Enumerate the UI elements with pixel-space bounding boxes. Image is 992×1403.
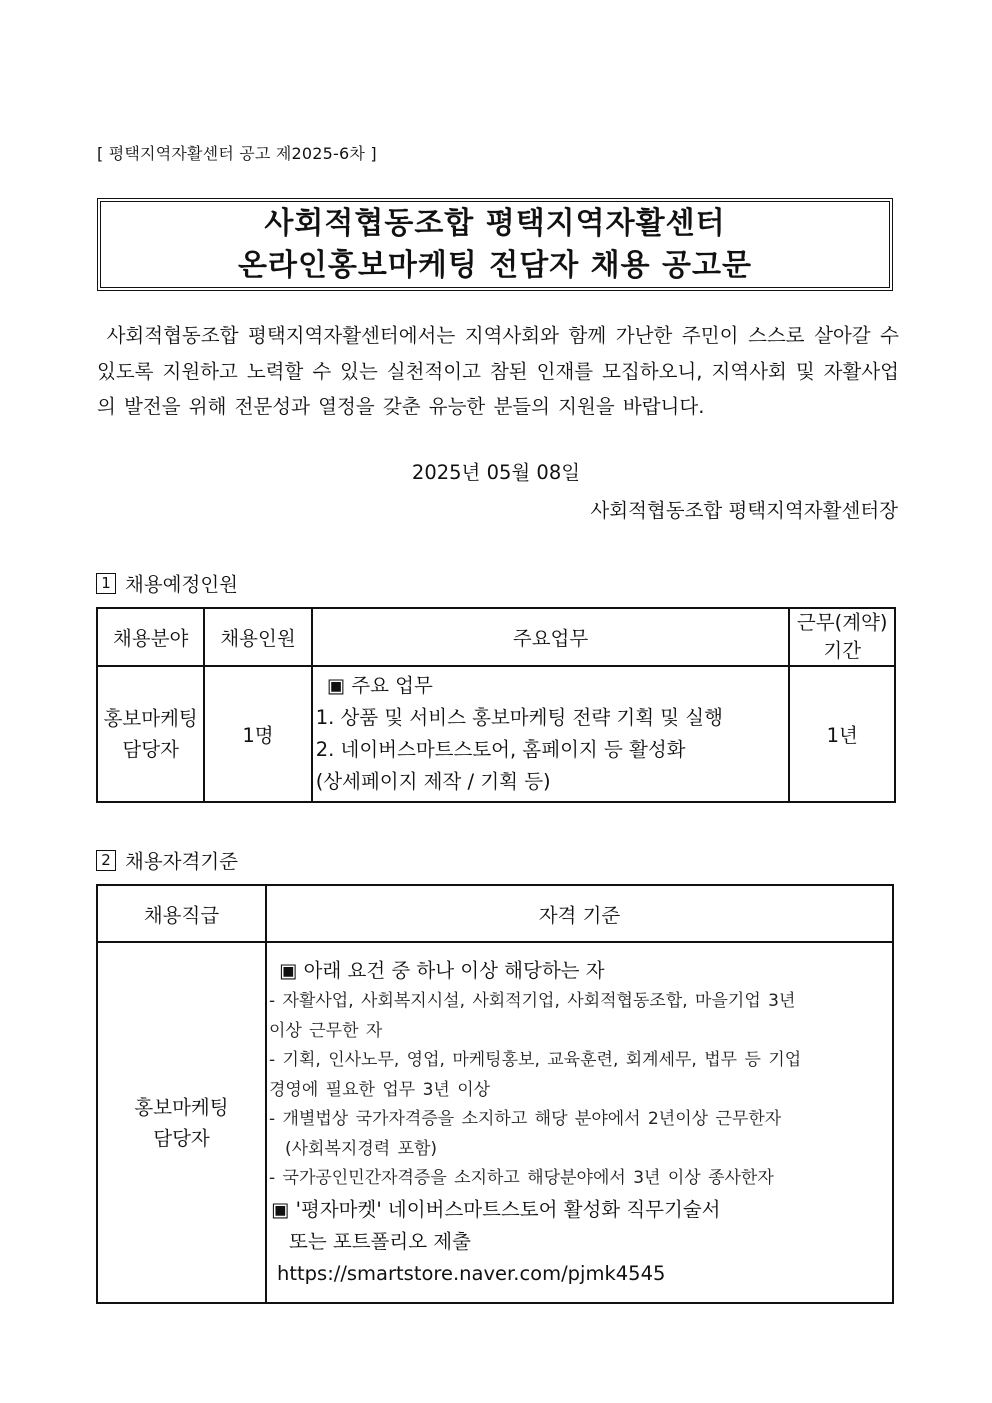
submission-line-1: ▣ '평자마켓' 네이버스마트스토어 활성화 직무기술서 xyxy=(271,1197,721,1221)
recruitment-header-row xyxy=(97,608,895,666)
position-line-2: 담당자 xyxy=(153,1126,210,1150)
section-2-number: 2 xyxy=(96,850,116,871)
criteria-line-7: - 국가공인민간자격증을 소지하고 해당분야에서 3년 이상 종사한자 xyxy=(269,1168,774,1188)
header-period-line1: 근무(계약) xyxy=(796,611,888,634)
position-line-1: 홍보마케팅 xyxy=(134,1095,229,1119)
header-count: 채용인원 xyxy=(204,608,311,666)
announcement-date: 2025년 05월 08일 xyxy=(411,461,581,484)
qualification-header-row xyxy=(97,885,893,942)
duty-item-1: 1. 상품 및 서비스 홍보마케팅 전략 기획 및 실행 xyxy=(315,706,723,729)
duty-item-2: 2. 네이버스마트스토어, 홈페이지 등 활성화 xyxy=(315,738,686,761)
criteria-line-1: - 자활사업, 사회복지시설, 사회적기업, 사회적협동조합, 마을기업 3년 xyxy=(269,991,796,1011)
store-url: https://smartstore.naver.com/pjmk4545 xyxy=(277,1261,666,1285)
intro-text: 사회적협동조합 평택지역자활센터에서는 지역사회와 함께 가난한 주민이 스스로 살아갈 수 있도록 지원하고 노력할 수 있는 실천적이고 참된 인재를 모집하오니, 지역사회 및 자활사업의 발전을 위해 전문성과 열정을 갖춘 유능한 분들의 지원을 바랍니다. xyxy=(97,324,899,418)
criteria-line-2: 이상 근무한 자 xyxy=(269,1020,383,1041)
header-duties: 주요업무 xyxy=(312,608,790,666)
cell-position xyxy=(97,942,266,1303)
title-line-2: 온라인홍보마케팅 전담자 채용 공고문 xyxy=(237,247,752,283)
cell-criteria xyxy=(266,942,893,1303)
duty-item-3: (상세페이지 제작 / 기획 등) xyxy=(315,770,551,793)
header-period xyxy=(789,608,895,666)
header-period-line2: 기간 xyxy=(823,639,862,662)
intro-paragraph xyxy=(97,318,899,425)
recruitment-row xyxy=(97,666,895,802)
criteria-line-6: (사회복지경력 포함) xyxy=(285,1138,438,1159)
qualification-row xyxy=(97,942,893,1303)
section-2-heading xyxy=(96,846,238,874)
field-line-2: 담당자 xyxy=(122,738,179,761)
field-line-1: 홍보마케팅 xyxy=(103,707,198,730)
header-position: 채용직급 xyxy=(97,885,266,942)
title-line-1: 사회적협동조합 평택지역자활센터 xyxy=(264,205,726,241)
criteria-heading: ▣ 아래 요건 중 하나 이상 해당하는 자 xyxy=(279,959,605,982)
header-field: 채용분야 xyxy=(97,608,204,666)
notice-number: [ 평택지역자활센터 공고 제2025-6차 ] xyxy=(97,144,377,163)
header-criteria: 자격 기준 xyxy=(266,885,893,942)
duty-heading: ▣ 주요 업무 xyxy=(326,674,433,697)
cell-duties xyxy=(312,666,790,802)
submission-line-2: 또는 포트폴리오 제출 xyxy=(289,1229,471,1253)
criteria-line-3: - 기획, 인사노무, 영업, 마케팅홍보, 교육훈련, 회계세무, 법무 등 기업 xyxy=(269,1050,802,1070)
section-1-heading xyxy=(96,569,238,597)
cell-field xyxy=(97,666,204,802)
recruitment-table xyxy=(96,607,896,803)
section-1-title: 채용예정인원 xyxy=(125,573,239,596)
signatory: 사회적협동조합 평택지역자활센터장 xyxy=(590,499,898,522)
section-1-number: 1 xyxy=(96,573,116,594)
criteria-line-5: - 개별법상 국가자격증을 소지하고 해당 분야에서 2년이상 근무한자 xyxy=(269,1109,782,1129)
cell-period: 1년 xyxy=(789,666,895,802)
criteria-line-4: 경영에 필요한 업무 3년 이상 xyxy=(269,1079,491,1100)
title-box xyxy=(97,198,893,291)
section-2-title: 채용자격기준 xyxy=(125,850,239,873)
qualification-table xyxy=(96,884,894,1304)
cell-count: 1명 xyxy=(204,666,311,802)
